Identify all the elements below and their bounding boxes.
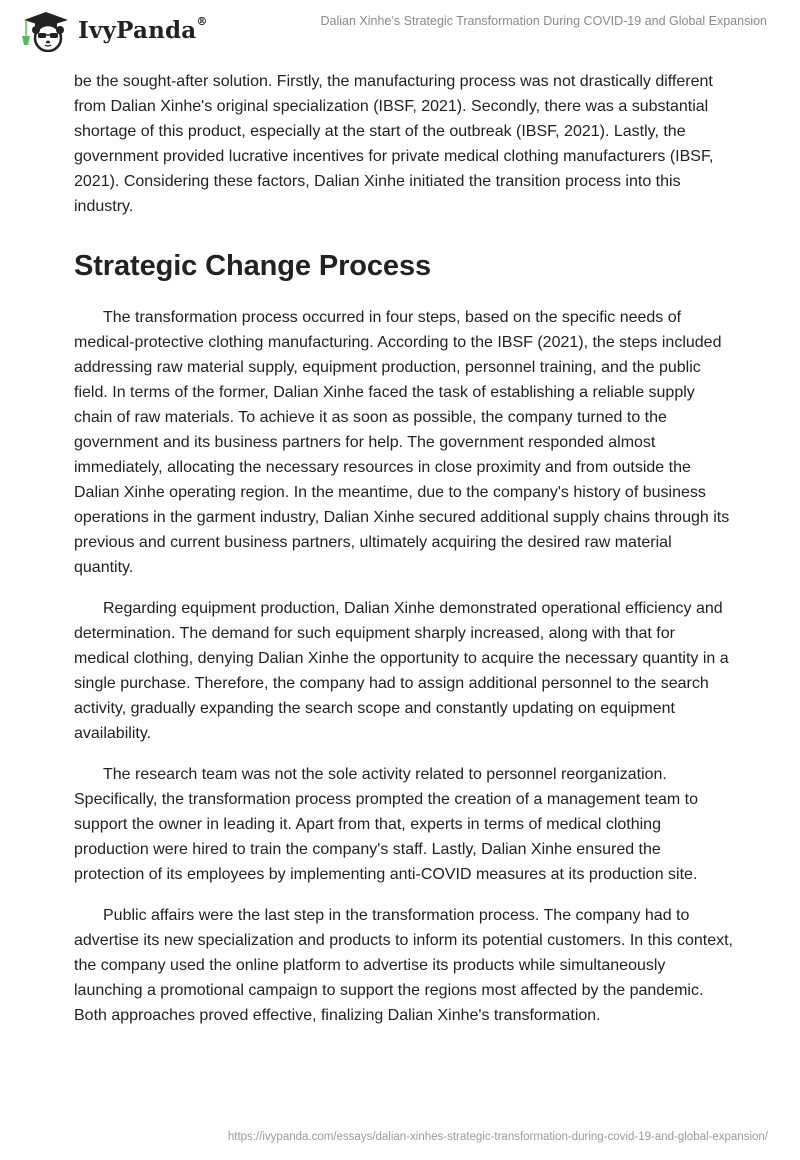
page-header: [0, 0, 800, 60]
paragraph-raw-material: The transformation process occurred in four steps, based on the specific needs of medical-protective clothing manufacturing. According to the IBSF (2021), the steps included addressing raw material supply, equipment production, personnel training, and the public field. In terms of the former, Dalian Xinhe faced the task of establishing a reliable supply chain of raw materials. To achieve it as soon as possible, the company turned to the government and its business partners for help. The government responded almost immediately, allocating the necessary resources in close proximity and from outside the Dalian Xinhe operating region. In the meantime, due to the company's history of business operations in the garment industry, Dalian Xinhe secured additional supply chains through its previous and current business partners, ultimately acquiring the desired raw material quantity.: [74, 309, 730, 576]
panda-graduate-icon: [18, 8, 74, 52]
article-body: [74, 69, 734, 1028]
section-heading: Strategic Change Process: [74, 250, 432, 282]
intro-paragraph: be the sought-after solution. Firstly, the manufacturing process was not drastically different from Dalian Xinhe's original specialization (IBSF, 2021). Secondly, there was a substantial shortage of this product, especially at the start of the outbreak (IBSF, 2021). Lastly, the government provided lucrative incentives for private medical clothing manufacturers (IBSF, 2021). Considering these factors, Dalian Xinhe initiated the transition process into this industry.: [74, 73, 714, 215]
paragraph-personnel: The research team was not the sole activity related to personnel reorganization. Specifically, the transformation process prompted the creation of a management team to support the owner in leading it. Apart from that, experts in terms of medical clothing production were hired to train the company's staff. Lastly, Dalian Xinhe ensured the protection of its employees by implementing anti-COVID measures at its production site.: [74, 766, 699, 883]
document-title: Dalian Xinhe’s Strategic Transformation During COVID-19 and Global Expansion: [320, 14, 767, 28]
ivypanda-logo[interactable]: [18, 8, 208, 52]
source-url[interactable]: https://ivypanda.com/essays/dalian-xinhes-strategic-transformation-during-covid-19-and-global-expansion/: [227, 1131, 768, 1143]
logo-wordmark: IvyPanda®: [78, 14, 208, 44]
paragraph-equipment: Regarding equipment production, Dalian Xinhe demonstrated operational efficiency and determination. The demand for such equipment sharply increased, along with that for medical clothing, denying Dalian Xinhe the opportunity to acquire the necessary quantity in a single purchase. Therefore, the company had to assign additional personnel to the search activity, gradually expanding the search scope and constantly updating on equipment availability.: [74, 600, 729, 742]
paragraph-public-affairs: Public affairs were the last step in the transformation process. The company had to advertise its new specialization and products to inform its potential customers. In this context, the company used the online platform to advertise its products while simultaneously launching a promotional campaign to support the regions most affected by the pandemic. Both approaches proved effective, finalizing Dalian Xinhe's transformation.: [74, 907, 733, 1024]
